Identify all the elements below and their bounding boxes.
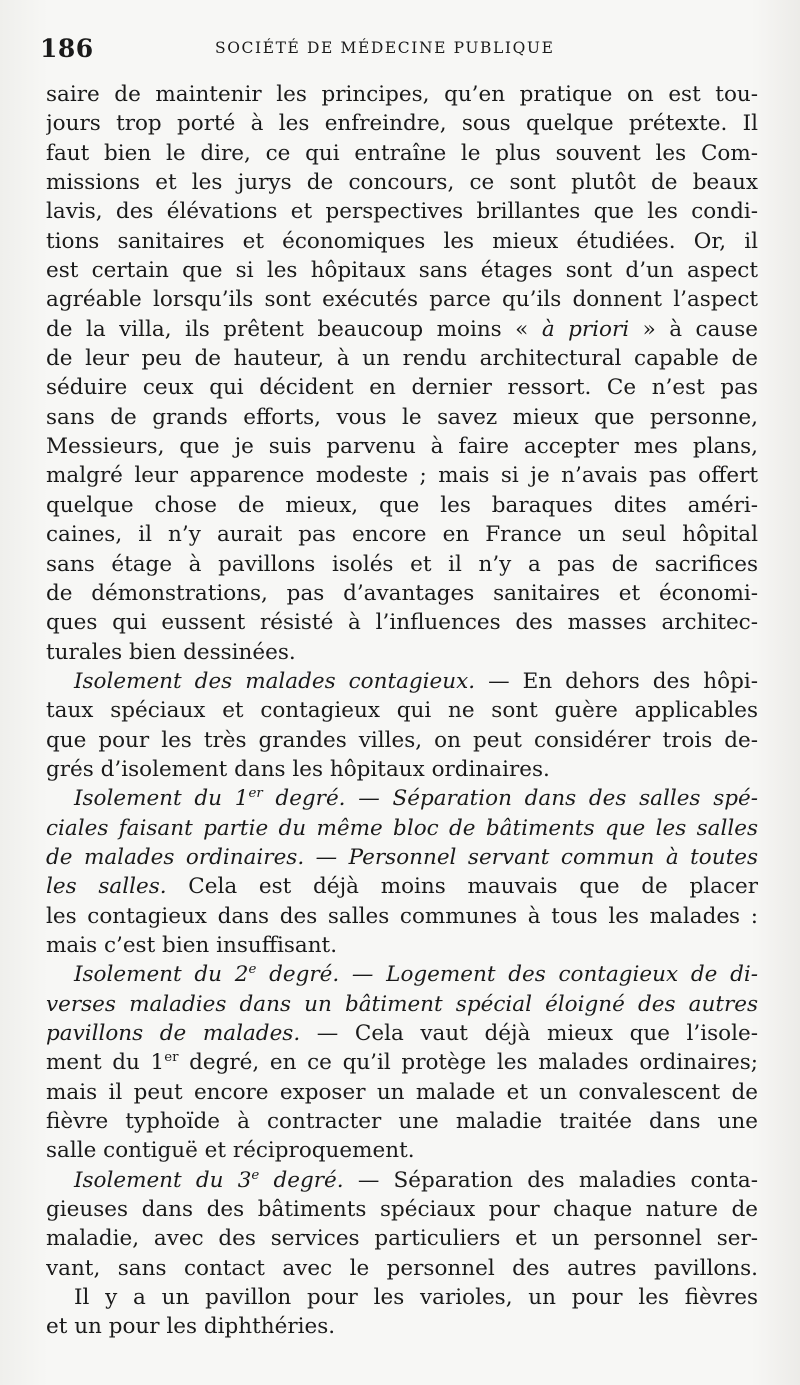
- text-segment: taux spéciaux et contagieux qui ne sont guère applicables: [46, 698, 758, 724]
- text-line: [46, 872, 758, 901]
- text-line: [46, 1224, 758, 1253]
- body-text: [46, 80, 758, 1342]
- text-line: [46, 373, 758, 402]
- text-segment: degré.: [259, 1167, 344, 1193]
- text-segment: salle contiguë et réciproquement.: [46, 1138, 415, 1164]
- text-segment: à priori: [541, 316, 630, 342]
- text-segment: vant, sans contact avec le personnel des autres pavillons.: [46, 1255, 758, 1281]
- text-line: [46, 931, 758, 960]
- text-line: [46, 579, 758, 608]
- text-segment: verses maladies dans un bâtiment spécial éloigné des autres: [46, 991, 758, 1017]
- text-segment: pavillons de malades.: [46, 1021, 301, 1046]
- text-segment: degré. — Logement des contagieux de di-: [256, 962, 758, 988]
- text-segment: de démonstrations, pas d’avantages sanitaires et économi-: [46, 580, 758, 606]
- text-line: [46, 608, 758, 637]
- text-line: [46, 1136, 758, 1165]
- text-segment: ciales faisant partie du même bloc de bâtiments que les salles: [46, 815, 758, 841]
- superscript: e: [251, 1167, 260, 1183]
- text-line: [46, 315, 758, 344]
- text-line: [46, 197, 758, 226]
- text-line: [46, 990, 758, 1019]
- superscript: e: [248, 962, 257, 978]
- text-segment: ment du 1: [46, 1050, 165, 1076]
- text-line: [46, 432, 758, 461]
- page-number: 186: [40, 34, 94, 63]
- text-segment: lavis, des élévations et perspectives brillantes que les condi-: [46, 199, 758, 225]
- text-segment: fièvre typhoïde à contracter une maladie traitée dans une: [46, 1109, 758, 1135]
- text-line: [46, 784, 758, 813]
- text-segment: saire de maintenir les principes, qu’en pratique on est tou-: [46, 82, 758, 107]
- text-segment: — Séparation des maladies conta-: [343, 1167, 758, 1193]
- text-line: [46, 285, 758, 314]
- text-line: [46, 696, 758, 725]
- text-segment: malgré leur apparence modeste ; mais si je n’avais pas offert: [46, 463, 758, 489]
- text-segment: est certain que si les hôpitaux sans étages sont d’un aspect: [46, 258, 758, 284]
- text-line: [46, 1254, 758, 1283]
- running-title: SOCIÉTÉ DE MÉDECINE PUBLIQUE: [215, 39, 555, 57]
- text-line: [46, 227, 758, 256]
- text-line: [46, 520, 758, 549]
- text-line: [46, 109, 758, 138]
- text-segment: séduire ceux qui décident en dernier ressort. Ce n’est pas: [46, 375, 758, 401]
- text-line: [46, 1107, 758, 1136]
- superscript: er: [164, 1050, 179, 1066]
- text-line: [46, 1019, 758, 1048]
- text-line: [46, 256, 758, 285]
- text-line: [46, 1195, 758, 1224]
- text-line: [46, 814, 758, 843]
- text-segment: maladie, avec des services particuliers et un personnel ser-: [46, 1226, 758, 1252]
- text-line: [46, 403, 758, 432]
- text-line: [46, 80, 758, 109]
- text-segment: Isolement du 1: [74, 786, 249, 812]
- text-segment: jours trop porté à les enfreindre, sous quelque prétexte. Il: [46, 111, 758, 137]
- text-line: [46, 491, 758, 520]
- superscript: er: [248, 786, 263, 802]
- text-segment: de leur peu de hauteur, à un rendu architectural capable de: [46, 346, 758, 372]
- text-line: [46, 550, 758, 579]
- text-segment: et un pour les diphthéries.: [46, 1314, 336, 1340]
- text-segment: Isolement des malades contagieux.: [74, 668, 476, 694]
- text-segment: de malades ordinaires. — Personnel servant commun à toutes: [46, 844, 758, 870]
- text-line: [46, 843, 758, 872]
- text-segment: faut bien le dire, ce qui entraîne le plus souvent les Com-: [46, 140, 758, 166]
- text-line: [46, 1166, 758, 1195]
- text-segment: ques qui eussent résisté à l’influences des masses architec-: [46, 610, 758, 636]
- text-line: [46, 1283, 758, 1312]
- text-segment: de la villa, ils prêtent beaucoup moins «: [46, 316, 542, 342]
- text-line: [46, 461, 758, 490]
- text-segment: Il y a un pavillon pour les varioles, un pour les fièvres: [74, 1285, 758, 1311]
- text-line: [46, 960, 758, 989]
- text-segment: degré, en ce qu’il protège les malades ordinaires;: [178, 1050, 758, 1076]
- text-segment: agréable lorsqu’ils sont exécutés parce qu’ils donnent l’aspect: [46, 287, 758, 313]
- text-segment: grés d’isolement dans les hôpitaux ordinaires.: [46, 756, 550, 782]
- text-segment: — Cela vaut déjà mieux que l’isole-: [300, 1021, 758, 1046]
- text-line: [46, 638, 758, 667]
- text-segment: Messieurs, que je suis parvenu à faire accepter mes plans,: [46, 434, 758, 460]
- text-segment: Cela est déjà moins mauvais que de placer: [166, 874, 758, 900]
- text-line: [46, 1078, 758, 1107]
- text-segment: quelque chose de mieux, que les baraques dites améri-: [46, 492, 758, 518]
- text-segment: mais il peut encore exposer un malade et un convalescent de: [46, 1079, 758, 1105]
- text-line: [46, 139, 758, 168]
- text-line: [46, 1048, 758, 1077]
- text-segment: » à cause: [629, 316, 758, 342]
- text-segment: sans étage à pavillons isolés et il n’y a pas de sacrifices: [46, 551, 758, 577]
- text-segment: turales bien dessinées.: [46, 639, 296, 665]
- text-line: [46, 902, 758, 931]
- text-segment: — En dehors des hôpi-: [475, 668, 758, 694]
- running-head: [40, 34, 760, 64]
- text-segment: tions sanitaires et économiques les mieux étudiées. Or, il: [46, 228, 758, 254]
- text-segment: Isolement du 3: [74, 1167, 252, 1193]
- text-segment: missions et les jurys de concours, ce sont plutôt de beaux: [46, 170, 758, 196]
- text-line: [46, 667, 758, 696]
- text-line: [46, 726, 758, 755]
- text-line: [46, 755, 758, 784]
- text-segment: sans de grands efforts, vous le savez mieux que personne,: [46, 404, 758, 430]
- text-segment: que pour les très grandes villes, on peut considérer trois de-: [46, 727, 758, 753]
- text-line: [46, 168, 758, 197]
- text-segment: Isolement du 2: [74, 962, 249, 988]
- text-line: [46, 1312, 758, 1341]
- text-segment: caines, il n’y aurait pas encore en France un seul hôpital: [46, 522, 758, 548]
- text-segment: gieuses dans des bâtiments spéciaux pour chaque nature de: [46, 1197, 758, 1223]
- text-segment: les salles.: [46, 874, 167, 900]
- text-segment: degré. — Séparation dans des salles spé-: [262, 786, 758, 812]
- text-segment: mais c’est bien insuffisant.: [46, 932, 338, 958]
- text-line: [46, 344, 758, 373]
- text-segment: les contagieux dans des salles communes à tous les malades :: [46, 903, 758, 929]
